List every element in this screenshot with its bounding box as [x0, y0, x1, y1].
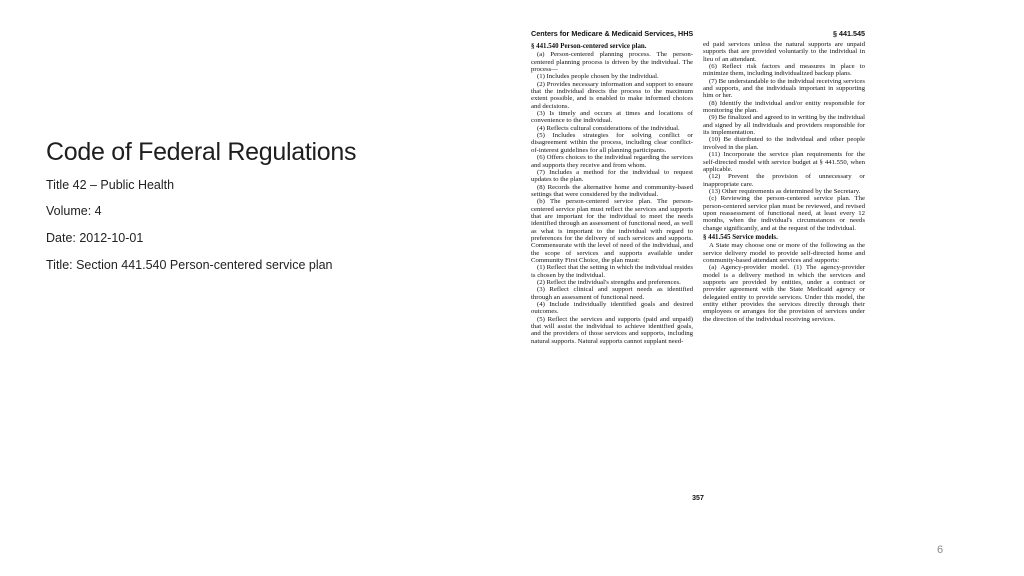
regulation-paragraph: (10) Be distributed to the individual and other people involved in the plan. [703, 136, 865, 151]
regulation-paragraph: (6) Reflect risk factors and measures in place to minimize them, including individualized backup plans. [703, 63, 865, 78]
regulation-paragraph: (1) Includes people chosen by the individual. [537, 73, 659, 81]
scan-header-agency: Centers for Medicare & Medicaid Services, HHS [531, 29, 694, 38]
regulation-paragraph: (c) Reviewing the person-centered service plan. The person-centered service plan must be reviewed, and revised upon reassessment of functional need, at least every 12 months, when the individual's circumstances or needs change significantly, and at the request of the individual. [703, 195, 865, 232]
meta-section-title: Title: Section 441.540 Person-centered service plan [46, 258, 333, 272]
regulation-paragraph: (a) Agency-provider model. (1) The agency-provider model is a delivery method in which the services and supports are provided by entities, under a contract or provider agreement with the State Medicaid agency or delegated entity to provide services. Under this model, the entity either provides the services directly through their employees or arranges for the provision of services under the direction of the individual receiving services. [703, 264, 865, 323]
regulation-paragraph: (a) Person-centered planning process. The person-centered planning process is driven by the individual. The process— [531, 51, 693, 74]
regulation-paragraph: (6) Offers choices to the individual regarding the services and supports they receive and from whom. [531, 154, 693, 169]
regulation-paragraph: (8) Records the alternative home and community-based settings that were considered by the individual. [531, 183, 693, 198]
regulation-paragraph: (2) Reflect the individual's strengths and preferences. [537, 279, 681, 286]
regulation-paragraph: (3) Reflect clinical and support needs as identified through an assessment of functional need. [531, 286, 693, 301]
regulation-paragraph: (8) Identify the individual and/or entity responsible for monitoring the plan. [703, 99, 865, 115]
regulation-page-scan [531, 29, 865, 509]
scan-page-folio: 357 [692, 495, 704, 502]
scan-header-section: § 441.545 [833, 29, 865, 38]
regulation-paragraph: (1) Reflect that the setting in which the individual resides is chosen by the individual. [531, 264, 693, 279]
meta-title-number: Title 42 – Public Health [46, 178, 175, 192]
meta-volume: Volume: 4 [46, 204, 102, 218]
regulation-paragraph: (12) Prevent the provision of unnecessary or inappropriate care. [703, 173, 865, 188]
regulation-paragraph: (11) Incorporate the service plan requirements for the self-directed model with service budget at § 441.550, when applicable. [703, 151, 865, 173]
scan-right-column [703, 41, 865, 491]
section-heading: § 441.545 Service models. [703, 233, 778, 241]
meta-date: Date: 2012-10-01 [46, 231, 144, 245]
section-heading: § 441.540 Person-centered service plan. [531, 43, 647, 50]
regulation-paragraph: (3) Is timely and occurs at times and locations of convenience to the individual. [531, 110, 693, 125]
regulation-paragraph: (7) Includes a method for the individual to request updates to the plan. [531, 168, 693, 184]
slide-number: 6 [937, 544, 944, 556]
scan-running-header [531, 29, 865, 41]
regulation-paragraph: (5) Reflect the services and supports (paid and unpaid) that will assist the individual to achieve identified goals, and the providers of those services and supports, including natural supports. Natural supports cannot supplant need- [531, 315, 693, 345]
regulation-paragraph: (b) The person-centered service plan. The person-centered service plan must reflect the services and supports that are important for the individual to meet the needs identified through an assessment of functional need, as well as what is important to the individual with regard to preferences for the delivery of such services and supports. Commensurate with the level of need of the individual, and the scope of services and supports available under Community First Choice, the plan must: [531, 198, 693, 264]
regulation-paragraph: (4) Reflects cultural considerations of the individual. [537, 124, 680, 132]
regulation-paragraph: (9) Be finalized and agreed to in writing by the individual and signed by all individuals and providers responsible for its implementation. [703, 114, 865, 137]
regulation-paragraph: (2) Provides necessary information and support to ensure that the individual directs the process to the maximum extent possible, and is enabled to make informed choices and decisions. [531, 80, 693, 110]
regulation-paragraph: A State may choose one or more of the following as the service delivery model to provide self-directed home and community-based attendant services and supports: [703, 242, 865, 264]
regulation-paragraph: (5) Includes strategies for solving conflict or disagreement within the process, including clear conflict-of-interest guidelines for all planning participants. [531, 132, 693, 154]
scan-left-column [531, 41, 693, 491]
regulation-paragraph: (7) Be understandable to the individual receiving services and supports, and the individuals important in supporting him or her. [703, 77, 865, 100]
regulation-paragraph: ed paid services unless the natural supports are unpaid supports that are provided voluntarily to the individual in lieu of an attendant. [703, 41, 865, 63]
slide-title: Code of Federal Regulations [46, 138, 357, 166]
regulation-paragraph: (13) Other requirements as determined by the Secretary. [709, 187, 861, 195]
regulation-paragraph: (4) Include individually identified goals and desired outcomes. [531, 301, 693, 316]
